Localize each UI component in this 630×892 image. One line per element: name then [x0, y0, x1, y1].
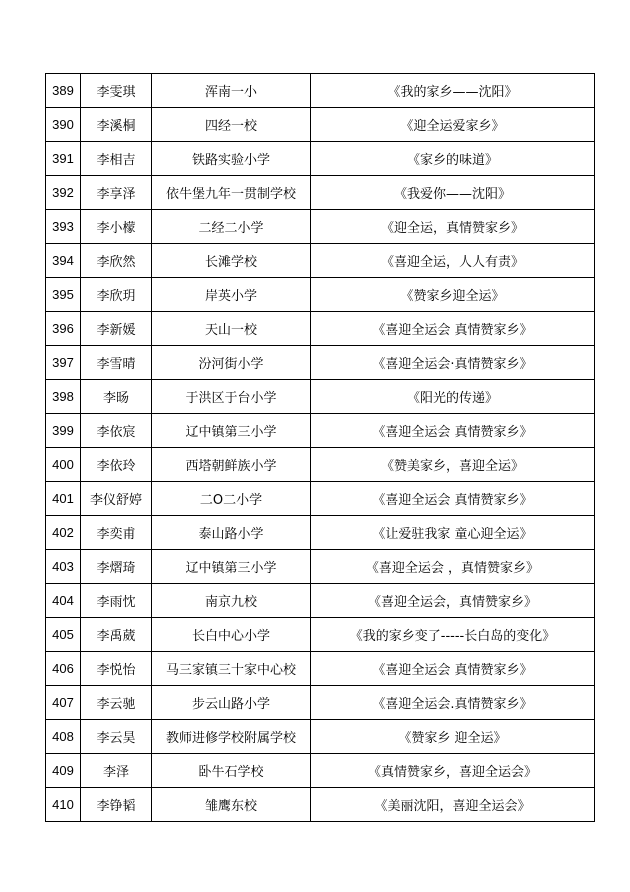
school-name: 西塔朝鲜族小学	[152, 448, 311, 482]
work-title: 《喜迎全运会，真情赞家乡》	[311, 584, 595, 618]
entry-number: 390	[46, 108, 81, 142]
entry-number: 405	[46, 618, 81, 652]
entry-number: 400	[46, 448, 81, 482]
work-title: 《阳光的传递》	[311, 380, 595, 414]
entry-number: 395	[46, 278, 81, 312]
school-name: 依牛堡九年一贯制学校	[152, 176, 311, 210]
table-row	[46, 244, 595, 278]
school-name: 浑南一小	[152, 74, 311, 108]
work-title: 《喜迎全运会.真情赞家乡》	[311, 686, 595, 720]
work-title: 《喜迎全运会 真情赞家乡》	[311, 482, 595, 516]
entry-number: 392	[46, 176, 81, 210]
school-name: 长滩学校	[152, 244, 311, 278]
work-title: 《我的家乡——沈阳》	[311, 74, 595, 108]
entry-number: 410	[46, 788, 81, 822]
student-name: 李溪桐	[81, 108, 152, 142]
student-name: 李旸	[81, 380, 152, 414]
table-row	[46, 210, 595, 244]
entry-number: 389	[46, 74, 81, 108]
school-name: 教师进修学校附属学校	[152, 720, 311, 754]
work-title: 《喜迎全运会·真情赞家乡》	[311, 346, 595, 380]
student-name: 李铮韬	[81, 788, 152, 822]
entry-number: 407	[46, 686, 81, 720]
work-title: 《喜迎全运会 ，真情赞家乡》	[311, 550, 595, 584]
entry-number: 393	[46, 210, 81, 244]
school-name: 汾河街小学	[152, 346, 311, 380]
school-name: 泰山路小学	[152, 516, 311, 550]
work-title: 《我的家乡变了-----长白岛的变化》	[311, 618, 595, 652]
roster-table	[45, 73, 595, 822]
student-name: 李雪晴	[81, 346, 152, 380]
table-row	[46, 312, 595, 346]
student-name: 李熠琦	[81, 550, 152, 584]
table-row	[46, 652, 595, 686]
student-name: 李相吉	[81, 142, 152, 176]
school-name: 岸英小学	[152, 278, 311, 312]
student-name: 李享泽	[81, 176, 152, 210]
school-name: 辽中镇第三小学	[152, 414, 311, 448]
school-name: 长白中心小学	[152, 618, 311, 652]
entry-number: 401	[46, 482, 81, 516]
table-row	[46, 618, 595, 652]
work-title: 《喜迎全运，人人有责》	[311, 244, 595, 278]
table-row	[46, 74, 595, 108]
student-name: 李悦怡	[81, 652, 152, 686]
table-row	[46, 584, 595, 618]
table-row	[46, 516, 595, 550]
school-name: 雏鹰东校	[152, 788, 311, 822]
school-name: 马三家镇三十家中心校	[152, 652, 311, 686]
work-title: 《赞美家乡，喜迎全运》	[311, 448, 595, 482]
work-title: 《赞家乡迎全运》	[311, 278, 595, 312]
table-row	[46, 278, 595, 312]
student-name: 李云昊	[81, 720, 152, 754]
student-name: 李雯琪	[81, 74, 152, 108]
entry-number: 406	[46, 652, 81, 686]
school-name: 南京九校	[152, 584, 311, 618]
entry-number: 402	[46, 516, 81, 550]
work-title: 《我爱你——沈阳》	[311, 176, 595, 210]
table-row	[46, 686, 595, 720]
work-title: 《美丽沈阳，喜迎全运会》	[311, 788, 595, 822]
work-title: 《家乡的味道》	[311, 142, 595, 176]
entry-number: 396	[46, 312, 81, 346]
table-row	[46, 346, 595, 380]
student-name: 李欣玥	[81, 278, 152, 312]
entry-number: 391	[46, 142, 81, 176]
student-name: 李禹葳	[81, 618, 152, 652]
table-row	[46, 108, 595, 142]
table-row	[46, 754, 595, 788]
table-row	[46, 482, 595, 516]
student-name: 李云驰	[81, 686, 152, 720]
entry-number: 408	[46, 720, 81, 754]
table-row	[46, 414, 595, 448]
work-title: 《让爱驻我家 童心迎全运》	[311, 516, 595, 550]
school-name: 步云山路小学	[152, 686, 311, 720]
school-name: 卧牛石学校	[152, 754, 311, 788]
student-name: 李依宸	[81, 414, 152, 448]
student-name: 李奕甫	[81, 516, 152, 550]
student-name: 李欣然	[81, 244, 152, 278]
work-title: 《迎全运爱家乡》	[311, 108, 595, 142]
entry-number: 394	[46, 244, 81, 278]
student-name: 李依玲	[81, 448, 152, 482]
work-title: 《喜迎全运会 真情赞家乡》	[311, 652, 595, 686]
table-row	[46, 788, 595, 822]
table-row	[46, 176, 595, 210]
school-name: 天山一校	[152, 312, 311, 346]
school-name: 于洪区于台小学	[152, 380, 311, 414]
school-name: 二经二小学	[152, 210, 311, 244]
entry-number: 404	[46, 584, 81, 618]
table-row	[46, 142, 595, 176]
table-row	[46, 550, 595, 584]
entry-number: 403	[46, 550, 81, 584]
school-name: 辽中镇第三小学	[152, 550, 311, 584]
table-row	[46, 380, 595, 414]
student-name: 李泽	[81, 754, 152, 788]
student-name: 李雨忱	[81, 584, 152, 618]
table-row	[46, 448, 595, 482]
student-name: 李仪舒婷	[81, 482, 152, 516]
work-title: 《真情赞家乡，喜迎全运会》	[311, 754, 595, 788]
student-name: 李新媛	[81, 312, 152, 346]
work-title: 《赞家乡 迎全运》	[311, 720, 595, 754]
entry-number: 398	[46, 380, 81, 414]
entry-number: 409	[46, 754, 81, 788]
student-name: 李小檬	[81, 210, 152, 244]
entry-number: 397	[46, 346, 81, 380]
work-title: 《喜迎全运会 真情赞家乡》	[311, 312, 595, 346]
roster-body	[46, 74, 595, 822]
school-name: 四经一校	[152, 108, 311, 142]
school-name: 铁路实验小学	[152, 142, 311, 176]
school-name: 二O二小学	[152, 482, 311, 516]
table-row	[46, 720, 595, 754]
work-title: 《迎全运，真情赞家乡》	[311, 210, 595, 244]
work-title: 《喜迎全运会 真情赞家乡》	[311, 414, 595, 448]
entry-number: 399	[46, 414, 81, 448]
